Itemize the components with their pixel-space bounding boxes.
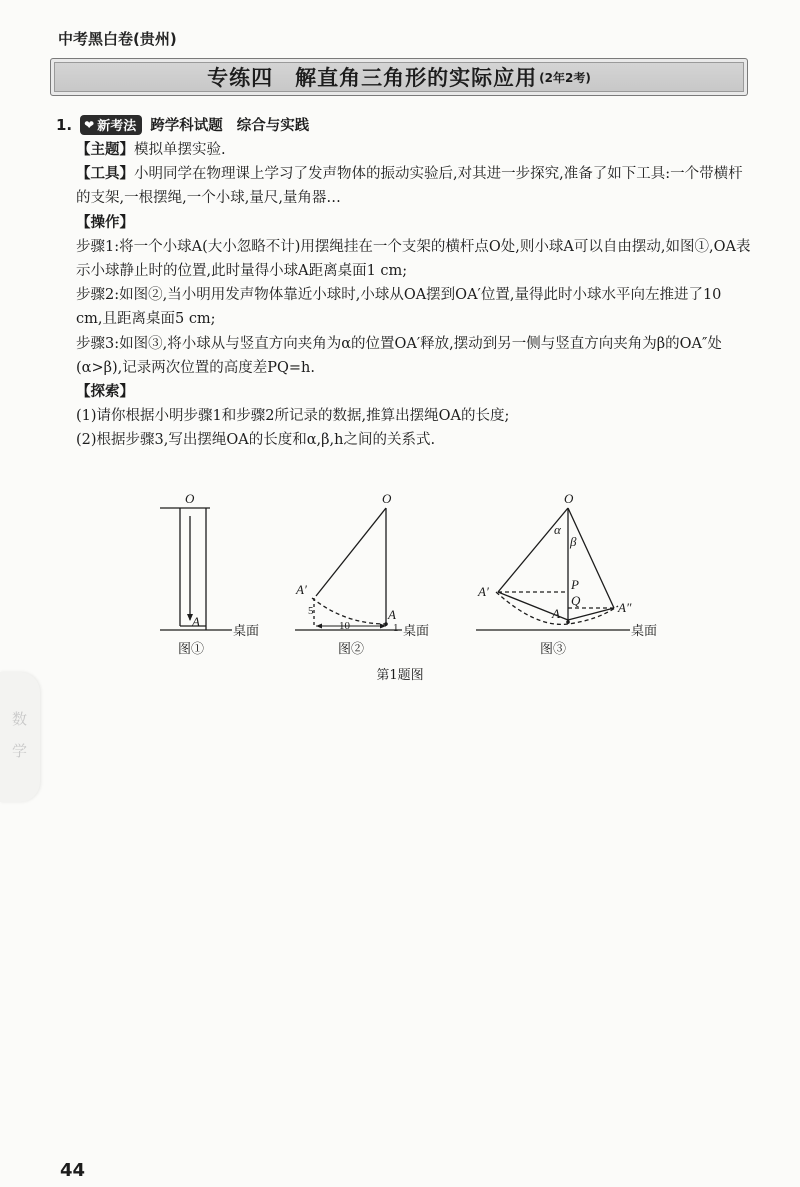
fig3-label-O: O — [564, 491, 574, 506]
fig2-height-label: 5 — [308, 605, 314, 617]
heart-badge-icon: ❤ — [84, 117, 95, 132]
fig1-label-A: A — [192, 614, 200, 629]
new-method-tag — [80, 115, 142, 135]
step-2-text: 步骤2:如图②,当小明用发声物体靠近小球时,小球从OA摆到OA′位置,量得此时小球水平向左推进了10 cm,且距离桌面5 cm; — [76, 287, 722, 328]
fig2-caption: 图② — [338, 641, 365, 656]
fig1-caption: 图① — [178, 641, 205, 656]
figure-3 — [476, 491, 657, 656]
fig2-desk-label: 桌面 — [403, 623, 430, 638]
fig1-desk-label: 桌面 — [233, 623, 260, 638]
tools-text: 小明同学在物理课上学习了发声物体的振动实验后,对其进一步探究,准备了如下工具:一个带横杆的支架,一根摆绳,一个小球,量尺,量角器… — [76, 166, 743, 207]
fig3-label-A-double: A″ — [618, 600, 632, 615]
theme-label: 【主题】 — [76, 142, 134, 158]
pendulum-figures — [140, 488, 680, 658]
step-3-text: 步骤3:如图③,将小球从与竖直方向夹角为α的位置OA′释放,摆动到另一侧与竖直方向夹角为β的OA″处(α>β),记录两次位置的高度差PQ=h. — [76, 335, 722, 376]
fig3-caption: 图③ — [540, 641, 567, 656]
fig3-alpha-label: α — [554, 522, 561, 537]
side-tab-char-2: 学 — [12, 742, 28, 760]
banner-title: 专练四 解直角三角形的实际应用 — [207, 66, 538, 90]
fig1-label-O: O — [185, 491, 195, 506]
sub-question-2: (2)根据步骤3,写出摆绳OA的长度和α,β,h之间的关系式. — [76, 432, 436, 449]
question-type: 综合与实践 — [236, 118, 310, 134]
fig2-label-A-prime: A′ — [296, 582, 307, 597]
figure-caption: 第1题图 — [376, 668, 424, 683]
tools-label: 【工具】 — [76, 166, 134, 183]
header-title: 中考黑白卷(贵州) — [58, 30, 177, 48]
side-tab-char-1: 数 — [12, 710, 28, 728]
figure-1 — [160, 491, 259, 656]
fig2-label-O: O — [382, 491, 392, 506]
page-number: 44 — [60, 1160, 86, 1181]
question-header — [56, 114, 323, 135]
fig3-label-A-prime: A′ — [478, 584, 489, 599]
operation-label: 【操作】 — [76, 214, 134, 231]
step-1-text: 步骤1:将一个小球A(大小忽略不计)用摆绳挂在一个支架的横杆点O处,则小球A可以自由摆动,如图①,OA表示小球静止时的位置,此时量得小球A距离桌面1 cm; — [76, 238, 751, 280]
fig2-one-label: 1 — [393, 622, 399, 634]
fig3-label-A: A — [552, 606, 560, 621]
fig2-shift-label: 10 — [339, 620, 350, 632]
banner-note: (2年2考) — [539, 70, 591, 85]
fig3-label-Q: Q — [571, 593, 581, 608]
question-category: 跨学科试题 — [150, 118, 223, 134]
subject-side-tab — [0, 672, 40, 802]
fig3-label-P: P — [571, 577, 579, 592]
figure-2 — [295, 491, 429, 656]
explore-label: 【探索】 — [76, 384, 134, 401]
question-body — [76, 138, 752, 453]
sub-question-1: (1)请你根据小明步骤1和步骤2所记录的数据,推算出摆绳OA的长度; — [76, 408, 510, 425]
fig2-label-A: A — [388, 607, 396, 622]
fig3-beta-label: β — [570, 534, 577, 549]
theme-text: 模拟单摆实验. — [134, 142, 226, 158]
fig3-desk-label: 桌面 — [631, 623, 658, 638]
question-number: 1. — [56, 115, 73, 134]
tag-label: 新考法 — [97, 119, 137, 134]
section-banner — [50, 58, 748, 96]
